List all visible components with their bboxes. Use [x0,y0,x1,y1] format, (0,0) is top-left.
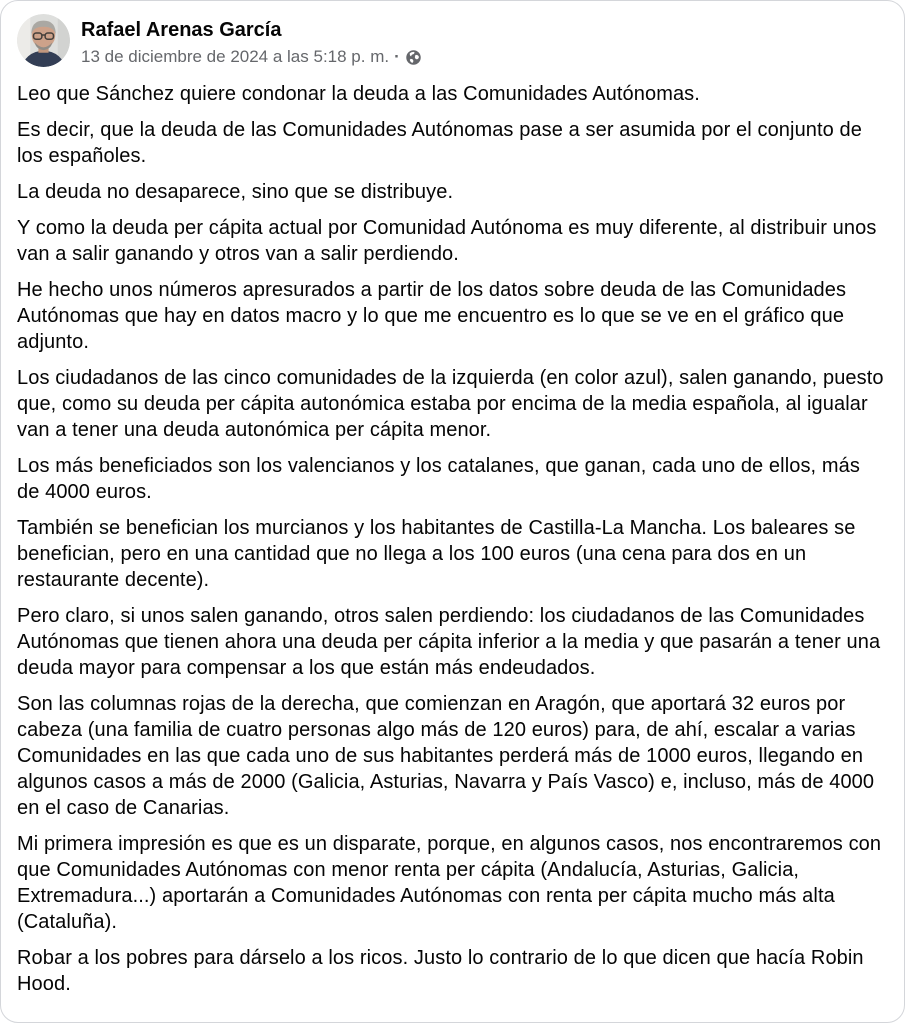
post-paragraph: Mi primera impresión es que es un disparate, porque, en algunos casos, nos encontraremos con que Comunidades Autónomas con menor renta per cápita (Andalucía, Asturias, Galicia, Extremadura...) aportarán a Comunidades Autónomas con renta per cápita mucho más alta (Cataluña). [17,833,882,933]
author-name[interactable]: Rafael Arenas García [81,19,282,41]
post-header [1,1,904,74]
timestamp-text: 13 de diciembre de 2024 a las 5:18 p. m. [81,47,390,66]
post-paragraph: Robar a los pobres para dárselo a los ricos. Justo lo contrario de lo que dicen que hacía Robin Hood. [17,947,864,995]
globe-public-icon [405,49,422,66]
post-paragraph: Y como la deuda per cápita actual por Comunidad Autónoma es muy diferente, al distribuir unos van a salir ganando y otros van a salir perdiendo. [17,217,877,265]
post-paragraph: La deuda no desaparece, sino que se distribuye. [17,181,454,203]
post-timestamp[interactable] [81,45,422,69]
post-paragraph: Los ciudadanos de las cinco comunidades de la izquierda (en color azul), salen ganando, puesto que, como su deuda per cápita autonómica estaba por encima de la media española, al igualar van a tener una deuda autonómica per cápita menor. [17,367,884,441]
post-paragraph: Es decir, que la deuda de las Comunidades Autónomas pase a ser asumida por el conjunto de los españoles. [17,119,862,167]
meta-separator: · [394,47,400,66]
avatar[interactable] [17,14,70,67]
post-paragraph: Los más beneficiados son los valencianos y los catalanes, que ganan, cada uno de ellos, más de 4000 euros. [17,455,860,503]
post-paragraph: Son las columnas rojas de la derecha, que comienzan en Aragón, que aportará 32 euros por cabeza (una familia de cuatro personas algo más de 120 euros) para, de ahí, escalar a varias Comunidades en las que cada uno de sus habitantes perderá más de 1000 euros, llegando en algunos casos a más de 2000 (Galicia, Asturias, Navarra y País Vasco) e, incluso, más de 4000 en el caso de Canarias. [17,693,875,819]
post-paragraph: Pero claro, si unos salen ganando, otros salen perdiendo: los ciudadanos de las Comunidades Autónomas que tienen ahora una deuda per cápita inferior a la media y que pasarán a tener una deuda mayor para compensar a los que están más endeudados. [17,605,881,679]
post-body [1,74,904,1011]
post-paragraph: Leo que Sánchez quiere condonar la deuda a las Comunidades Autónomas. [17,83,700,105]
post-paragraph: He hecho unos números apresurados a partir de los datos sobre deuda de las Comunidades Autónomas que hay en datos macro y lo que me encuentro es lo que se ve en el gráfico que adjunto. [17,279,847,353]
post-paragraph: También se benefician los murcianos y los habitantes de Castilla-La Mancha. Los baleares se benefician, pero en una cantidad que no llega a los 100 euros (una cena para dos en un restaurante decente). [17,517,856,591]
header-text [81,14,422,69]
